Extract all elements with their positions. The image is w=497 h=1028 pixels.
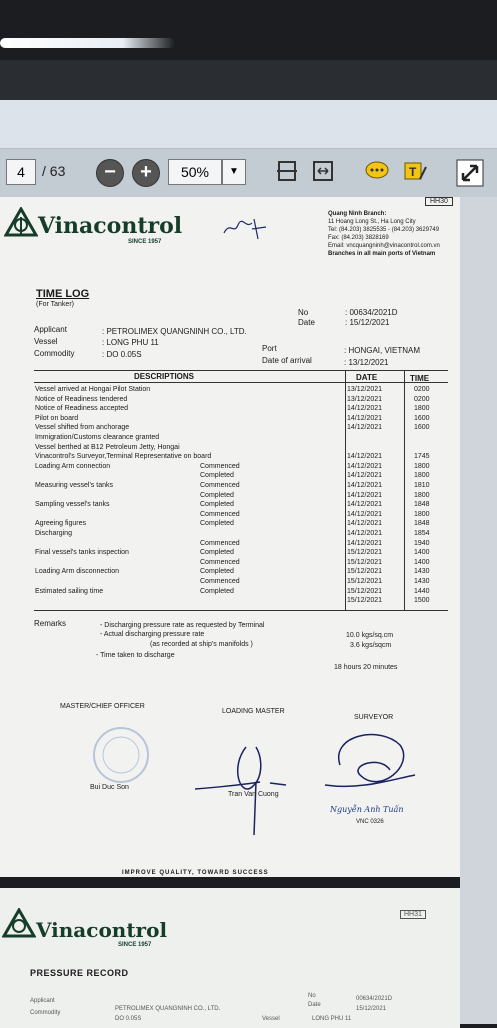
applicant-label: Applicant — [34, 325, 67, 334]
surveyor-name: Nguyễn Anh Tuấn — [330, 805, 404, 814]
zoom-out-button[interactable]: − — [96, 159, 124, 187]
viewer-scroll-area[interactable] — [460, 197, 497, 1024]
row-time: 1500 — [414, 597, 430, 605]
logo-since: SINCE 1957 — [128, 239, 162, 245]
branch-network: Branches in all main ports of Vietnam — [328, 251, 436, 257]
row-time: 1800 — [414, 510, 430, 518]
row-time: 1745 — [414, 453, 430, 461]
ship-stamp — [86, 725, 156, 790]
port-label: Port — [262, 344, 277, 353]
date-column-rule — [345, 370, 346, 610]
loading-master-label: LOADING MASTER — [222, 708, 285, 715]
row-time: 1848 — [414, 520, 430, 528]
next-applicant-value: PETROLIMEX QUANGNINH CO., LTD. — [115, 1006, 221, 1012]
row-description: Vessel arrived at Hongai Pilot Station — [35, 386, 151, 393]
row-status: Completed — [200, 520, 234, 528]
row-date: 14/12/2021 — [347, 491, 383, 499]
row-description: Vessel berthed at B12 Petroleum Jetty, Hongai — [35, 443, 180, 451]
branch-name: Quang Ninh Branch: — [328, 211, 387, 217]
row-date: 13/12/2021 — [347, 395, 383, 403]
master-name: Bui Duc Son — [90, 784, 129, 791]
remark-discharge-time: - Time taken to discharge — [96, 652, 175, 659]
zoom-dropdown-button[interactable]: ▼ — [222, 159, 246, 185]
remark-requested-pressure: - Discharging pressure rate as requested by Terminal — [100, 622, 265, 629]
row-status: Completed — [200, 501, 234, 509]
fullscreen-icon[interactable] — [456, 159, 482, 185]
remark-requested-pressure-value: 10.0 kgs/sq.cm — [346, 632, 394, 639]
row-time: 1430 — [414, 568, 430, 576]
row-date: 14/12/2021 — [347, 453, 383, 461]
row-date: 14/12/2021 — [347, 405, 383, 413]
row-description: Sampling vessel's tanks — [35, 501, 110, 509]
row-date: 14/12/2021 — [347, 424, 383, 432]
pdf-toolbar — [0, 148, 497, 198]
remark-actual-pressure-value: 3.6 kgs/sqcm — [350, 642, 392, 649]
row-description: Immigration/Customs clearance granted — [35, 434, 160, 441]
row-time: 1600 — [414, 414, 430, 422]
row-description: Loading Arm disconnection — [35, 568, 120, 576]
next-logo-icon — [2, 908, 36, 943]
remark-discharge-time-value: 18 hours 20 minutes — [334, 664, 398, 671]
fit-width-icon[interactable] — [310, 159, 336, 185]
remark-manifold-note: (as recorded at ship's manifolds ) — [150, 641, 253, 648]
row-description: Agreeing figures — [35, 520, 86, 528]
port-value: : HONGAI, VIETNAM — [344, 346, 421, 355]
next-commodity-label: Commodity — [30, 1010, 61, 1016]
row-time: 1400 — [414, 558, 430, 566]
commodity-value: : DO 0.05S — [102, 350, 142, 359]
table-top-rule — [34, 370, 448, 371]
fit-page-icon[interactable] — [274, 159, 300, 185]
commodity-label: Commodity — [34, 349, 75, 358]
document-page — [0, 197, 460, 877]
row-time: 1800 — [414, 472, 430, 480]
row-status: Completed — [200, 587, 234, 595]
document-subtitle: (For Tanker) — [36, 301, 74, 308]
text-edit-icon[interactable] — [402, 159, 428, 185]
row-status: Completed — [200, 568, 234, 576]
next-applicant-label: Applicant — [30, 998, 55, 1004]
viewer-header — [0, 100, 497, 148]
row-time: 1800 — [414, 405, 430, 413]
next-logo-since: SINCE 1957 — [118, 942, 152, 948]
row-date: 14/12/2021 — [347, 482, 383, 489]
next-form-code: HH31 — [400, 910, 426, 919]
row-date: 15/12/2021 — [347, 568, 383, 576]
no-label: No — [298, 308, 309, 317]
row-status: Commenced — [200, 482, 240, 489]
row-date: 14/12/2021 — [347, 520, 383, 528]
branch-tel: Tel: (84.203) 3825535 - (84.203) 3629749 — [328, 227, 440, 233]
loading-master-signature — [190, 727, 300, 842]
footer-slogan: IMPROVE QUALITY, TOWARD SUCCESS — [122, 870, 269, 876]
date-value: : 15/12/2021 — [345, 318, 390, 327]
table-header-rule — [34, 382, 448, 383]
next-no-value: 00634/2021D — [356, 996, 393, 1002]
comment-icon[interactable] — [364, 159, 390, 185]
next-company-logo: Vinacontrol — [36, 918, 168, 942]
remarks-label: Remarks — [34, 619, 67, 628]
row-status: Completed — [200, 549, 234, 557]
page-number-input[interactable]: 4 — [6, 159, 36, 185]
screen-glare — [0, 38, 175, 48]
page-total: / 63 — [42, 163, 66, 179]
row-status: Completed — [200, 472, 234, 480]
row-time: 1400 — [414, 549, 430, 557]
row-date: 15/12/2021 — [347, 578, 383, 585]
row-date: 14/12/2021 — [347, 539, 383, 547]
row-date: 14/12/2021 — [347, 501, 383, 509]
arrival-value: : 13/12/2021 — [344, 358, 389, 367]
row-description: Notice of Readiness tendered — [35, 395, 128, 403]
table-bottom-rule — [34, 610, 448, 611]
row-time: 0200 — [414, 395, 430, 403]
branch-email: Email: vncquangninh@vinacontrol.com.vn — [328, 243, 440, 249]
vessel-label: Vessel — [34, 337, 58, 346]
date-label: Date — [298, 318, 315, 327]
remark-actual-pressure: - Actual discharging pressure rate — [100, 631, 205, 638]
no-value: : 00634/2021D — [345, 308, 398, 317]
next-no-label: No — [308, 993, 316, 999]
row-description: Vinacontrol's Surveyor,Terminal Representative on board — [35, 453, 212, 461]
initials-signature — [222, 215, 272, 250]
descriptions-header: DESCRIPTIONS — [134, 372, 195, 381]
row-status: Completed — [200, 491, 234, 499]
row-date: 14/12/2021 — [347, 510, 383, 518]
loading-master-name: Tran Van Cuong — [228, 791, 279, 798]
time-column-rule — [404, 370, 405, 610]
vinacontrol-logo-icon — [4, 207, 38, 242]
row-status: Commenced — [200, 462, 240, 470]
company-logo: Vinacontrol — [38, 213, 183, 239]
arrival-label: Date of arrival — [262, 356, 312, 365]
surveyor-code: VNC 0326 — [356, 819, 384, 825]
time-header: TIME — [410, 374, 430, 383]
next-date-value: 15/12/2021 — [356, 1006, 387, 1012]
row-time: 1440 — [414, 587, 430, 595]
row-time: 1800 — [414, 491, 430, 499]
zoom-in-button[interactable]: + — [132, 159, 160, 187]
row-description: Pilot on board — [35, 414, 79, 422]
row-date: 15/12/2021 — [347, 549, 383, 557]
next-document-title: PRESSURE RECORD — [30, 968, 129, 978]
svg-text:T: T — [409, 165, 417, 179]
row-description: Vessel shifted from anchorage — [35, 424, 130, 432]
next-date-label: Date — [308, 1002, 321, 1008]
row-status: Commenced — [200, 510, 240, 518]
next-vessel-value: LONG PHU 11 — [312, 1016, 352, 1022]
row-time: 1940 — [414, 539, 430, 547]
master-signature-label: MASTER/CHIEF OFFICER — [60, 703, 145, 710]
row-time: 0200 — [414, 386, 430, 393]
row-date: 15/12/2021 — [347, 597, 383, 605]
applicant-value: : PETROLIMEX QUANGNINH CO., LTD. — [102, 327, 247, 336]
next-document-page — [0, 888, 460, 1028]
row-time: 1848 — [414, 501, 430, 509]
row-date: 13/12/2021 — [347, 386, 383, 393]
surveyor-label: SURVEYOR — [354, 714, 394, 721]
surveyor-signature — [320, 725, 420, 810]
vessel-value: : LONG PHU 11 — [102, 338, 159, 347]
next-commodity-value: DO 0.05S — [115, 1016, 142, 1022]
row-time: 1430 — [414, 578, 430, 585]
row-description: Loading Arm connection — [35, 462, 111, 470]
row-time: 1854 — [414, 530, 430, 537]
branch-address: 11 Hoang Long St., Ha Long City — [328, 219, 416, 225]
row-description: Final vessel's tanks inspection — [35, 549, 129, 557]
next-vessel-label: Vessel — [262, 1016, 280, 1022]
branch-fax: Fax: (84.203) 3828169 — [328, 235, 389, 241]
date-header: DATE — [356, 373, 378, 382]
row-status: Commenced — [200, 558, 240, 566]
row-description: Discharging — [35, 530, 72, 537]
row-time: 1810 — [414, 482, 430, 489]
row-date: 15/12/2021 — [347, 558, 383, 566]
document-title: TIME LOG — [36, 288, 90, 300]
row-description: Measuring vessel's tanks — [35, 482, 113, 489]
row-time: 1800 — [414, 462, 430, 470]
row-description: Notice of Readiness accepted — [35, 405, 128, 413]
row-date: 14/12/2021 — [347, 414, 383, 422]
row-date: 14/12/2021 — [347, 472, 383, 480]
row-date: 14/12/2021 — [347, 462, 383, 470]
zoom-level-field[interactable]: 50% — [168, 159, 222, 185]
monitor-bezel — [0, 60, 497, 104]
row-date: 15/12/2021 — [347, 587, 383, 595]
row-description: Estimated sailing time — [35, 587, 104, 595]
row-date: 14/12/2021 — [347, 530, 383, 537]
form-code: HH30 — [425, 197, 453, 206]
row-status: Commenced — [200, 539, 240, 547]
row-time: 1600 — [414, 424, 430, 432]
row-status: Commenced — [200, 578, 240, 585]
